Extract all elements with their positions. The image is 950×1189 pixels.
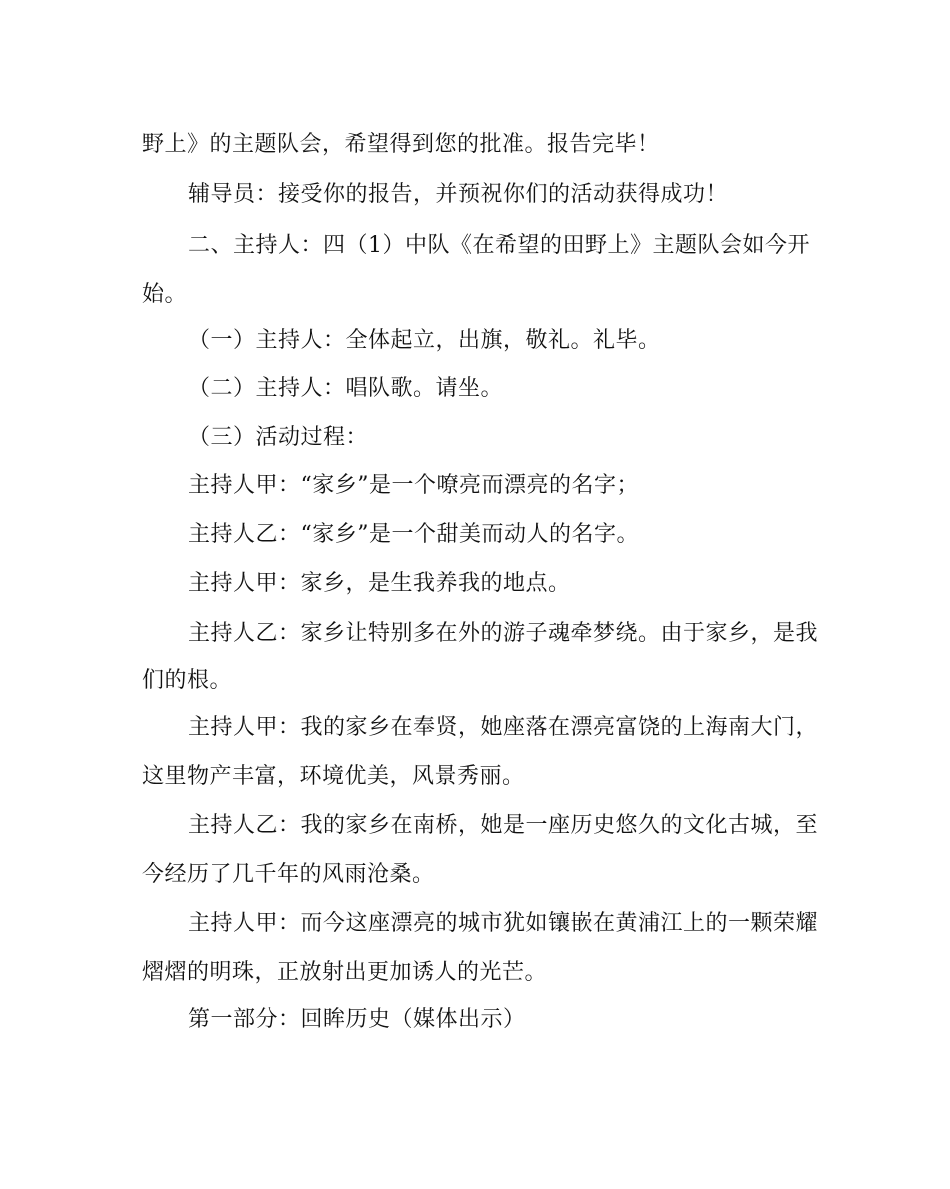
text-line: 主持人乙：家乡让特别多在外的游子魂牵梦绕。由于家乡，是我 [188,621,819,646]
text-line: 今经历了几千年的风雨沧桑。 [142,862,435,887]
text-line: 主持人甲：而今这座漂亮的城市犹如镶嵌在黄浦江上的一颗荣耀 [188,911,819,936]
text-line: 辅导员：接受你的报告，并预祝你们的活动获得成功！ [188,182,729,207]
text-line: 主持人乙：“家乡”是一个甜美而动人的名字。 [188,522,639,547]
text-line: （二）主持人：唱队歌。请坐。 [188,376,504,401]
text-line: 主持人乙：我的家乡在南桥，她是一座历史悠久的文化古城，至 [188,813,819,838]
text-line: 二、主持人：四（1）中队《在希望的田野上》主题队会如今开 [188,233,810,258]
text-line: 主持人甲：我的家乡在奉贤，她座落在漂亮富饶的上海南大门， [188,715,819,740]
text-line: 们的根。 [142,668,233,693]
text-line: 熠熠的明珠，正放射出更加诱人的光芒。 [142,960,548,985]
text-line: 主持人甲：家乡，是生我养我的地点。 [188,571,571,596]
text-line: 野上》的主题队会，希望得到您的批准。报告完毕！ [142,132,660,157]
text-line: 这里物产丰富，环境优美，风景秀丽。 [142,764,525,789]
text-line: （三）活动过程： [188,425,369,450]
text-line: （一）主持人：全体起立，出旗，敬礼。礼毕。 [188,328,661,353]
text-line: 主持人甲：“家乡”是一个嘹亮而漂亮的名字； [188,473,639,498]
text-line: 始。 [142,282,188,307]
text-line: 第一部分：回眸历史（媒体出示） [188,1007,526,1032]
